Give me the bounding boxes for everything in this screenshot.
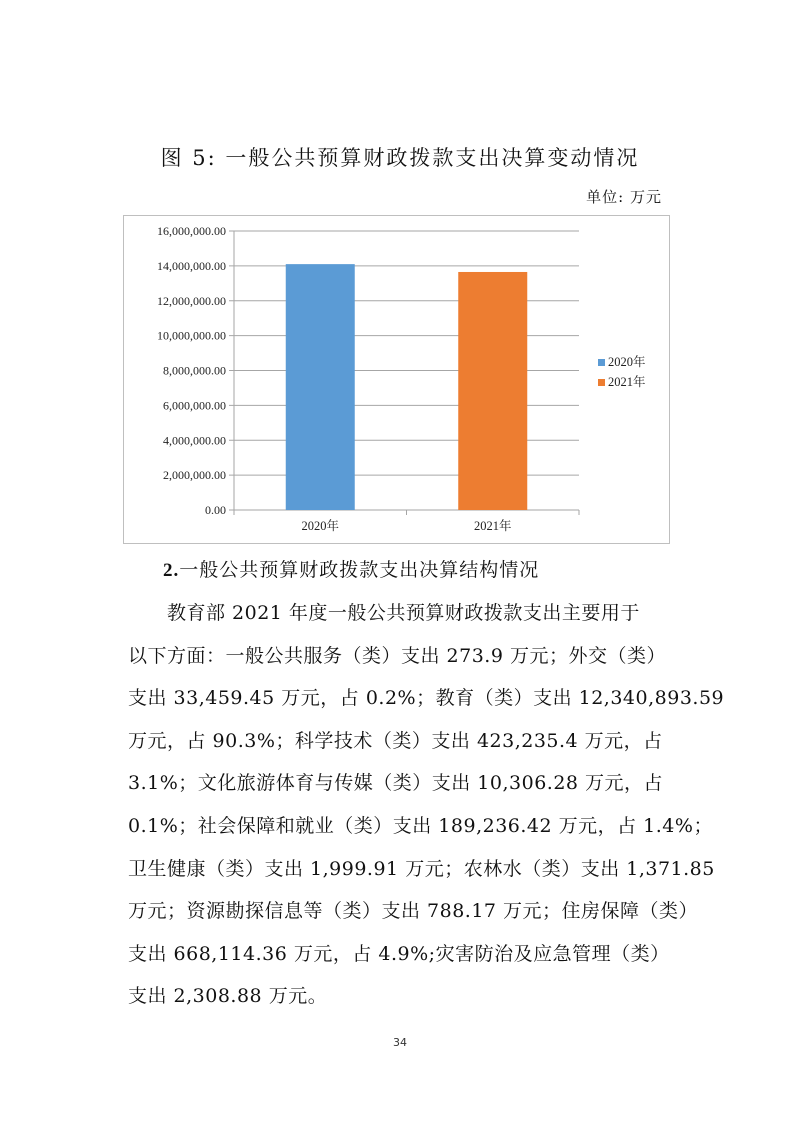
- figure-title: 图 5: 一般公共预算财政拨款支出决算变动情况: [160, 146, 640, 170]
- y-tick-label: 4,000,000.00: [163, 433, 226, 448]
- legend-swatch: [598, 359, 605, 366]
- paragraph-line: 支出 2,308.88 万元。: [128, 985, 328, 1008]
- section-title: 一般公共预算财政拨款支出决算结构情况: [179, 559, 540, 581]
- paragraph-line: 卫生健康（类）支出 1,999.91 万元；农林水（类）支出 1,371.85: [128, 857, 715, 880]
- page-number: 34: [393, 1036, 407, 1049]
- legend-label: 2021年: [608, 375, 646, 389]
- y-tick-label: 0.00: [205, 503, 226, 517]
- paragraph-line: 万元；资源勘探信息等（类）支出 788.17 万元；住房保障（类）: [128, 900, 699, 923]
- legend-label: 2020年: [608, 355, 646, 369]
- bar-2021年: [458, 272, 527, 510]
- unit-label: 单位: 万元: [586, 188, 662, 206]
- y-tick-label: 16,000,000.00: [157, 224, 226, 238]
- section-number: 2.: [163, 560, 180, 581]
- paragraph-line: 万元，占 90.3%；科学技术（类）支出 423,235.4 万元，占: [128, 729, 663, 752]
- section-heading: [163, 555, 539, 582]
- y-tick-label: 12,000,000.00: [157, 293, 226, 308]
- y-tick-label: 6,000,000.00: [163, 398, 226, 413]
- chart-container: [123, 215, 670, 544]
- paragraph-line: 3.1%；文化旅游体育与传媒（类）支出 10,306.28 万元，占: [128, 772, 664, 795]
- y-tick-label: 14,000,000.00: [157, 258, 226, 273]
- bar-chart: [124, 216, 669, 543]
- legend-swatch: [598, 379, 605, 386]
- paragraph-line: 以下方面：一般公共服务（类）支出 273.9 万元；外交（类）: [128, 644, 666, 667]
- paragraph-line: 0.1%；社会保障和就业（类）支出 189,236.42 万元，占 1.4%；: [128, 814, 713, 837]
- y-tick-label: 2,000,000.00: [163, 468, 226, 483]
- x-tick-label: 2021年: [473, 519, 512, 533]
- x-tick-label: 2020年: [301, 519, 340, 533]
- paragraph-line: 支出 33,459.45 万元，占 0.2%；教育（类）支出 12,340,893.59: [128, 687, 725, 710]
- paragraph-line: 教育部 2021 年度一般公共预算财政拨款支出主要用于: [128, 602, 640, 624]
- y-tick-label: 10,000,000.00: [157, 328, 226, 343]
- bar-2020年: [286, 264, 355, 510]
- body-paragraph: [128, 592, 725, 1018]
- paragraph-line: 支出 668,114.36 万元，占 4.9%;灾害防治及应急管理（类）: [128, 942, 670, 965]
- y-tick-label: 8,000,000.00: [163, 363, 226, 378]
